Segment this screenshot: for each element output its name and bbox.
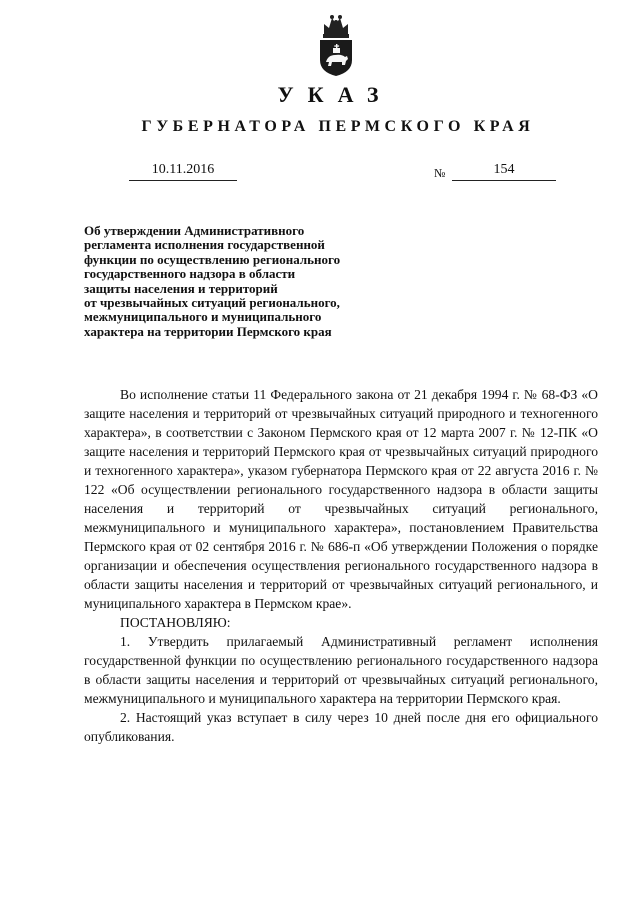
heading-line: государственного надзора в области	[84, 266, 296, 282]
heading-line: регламента исполнения государственной	[84, 237, 325, 253]
heading-line: Об утверждении Административного	[84, 223, 305, 238]
heading-line: защиты населения и территорий	[84, 280, 278, 296]
heading-line: межмуниципального и муниципального	[84, 309, 322, 325]
heading-line: от чрезвычайных ситуаций регионального,	[84, 295, 340, 311]
preamble-paragraph: Во исполнение статьи 11 Федерального закона от 21 декабря 1994 г. № 68-ФЗ «О защите населения и территорий от чрезвычайных ситуаций природного и техногенного характера», в соответствии с Законом Пермского края от 12 марта 2007 г. № 12-ПК «О защите населения и территорий Пермского края от чрезвычайных ситуаций природного и техногенного характера», указом губернатора Пермского края от 22 августа 2016 г. № 122 «Об осуществлении регионального государственного надзора в области защиты населения и территорий от чрезвычайных ситуаций регионального, межмуниципального и муниципального характера», постановлением Правительства Пермского края от 02 сентября 2016 г. № 686-п «Об утверждении Положения о порядке организации и обеспечения осуществления регионального государственного надзора в области защиты населения и территорий от чрезвычайных ситуаций регионального, и муниципального характера в Пермском крае».	[84, 387, 598, 611]
number-sign: №	[434, 166, 446, 180]
item-2-paragraph: 2. Настоящий указ вступает в силу через 10 дней после дня его официального опубликования.	[84, 710, 598, 744]
heading-line: функции по осуществлению регионального	[84, 251, 341, 267]
coat-of-arms-icon	[312, 12, 360, 78]
document-subtitle: ГУБЕРНАТОРА ПЕРМСКОГО КРАЯ	[141, 118, 535, 135]
decree-body	[84, 385, 598, 746]
decree-heading	[84, 224, 404, 339]
document-title: УКАЗ	[277, 82, 393, 107]
heading-line: характера на территории Пермского края	[84, 323, 332, 339]
decree-number: 154	[452, 160, 556, 181]
item-1-paragraph: 1. Утвердить прилагаемый Административный регламент исполнения государственной функции по осуществлению регионального государственного надзора в области защиты населения и территорий от чрезвычайных ситуаций регионального, межмуниципального и муниципального характера на территории Пермского края.	[84, 634, 598, 706]
decree-word: ПОСТАНОВЛЯЮ:	[120, 615, 231, 630]
decree-date: 10.11.2016	[129, 160, 237, 181]
